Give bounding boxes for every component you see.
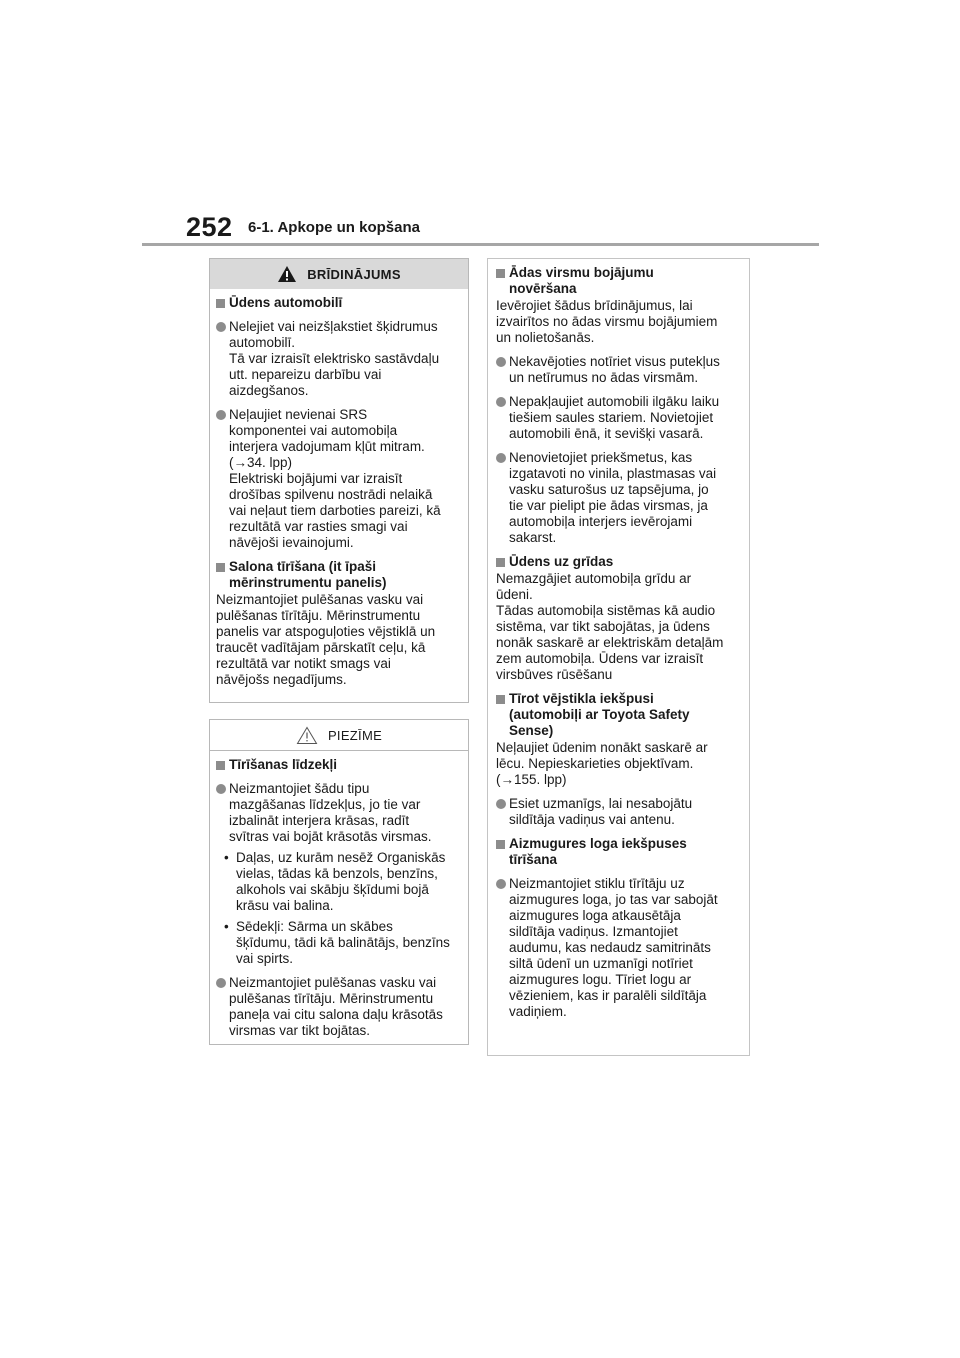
warning-box <box>209 258 469 703</box>
dash-bullet-icon: • <box>224 850 229 865</box>
square-bullet-icon <box>496 558 505 567</box>
section-paragraph: Nemazgājiet automobiļa grīdu ar ūdeni. Tādas automobiļa sistēmas kā audio sistēma, var tikt sabojātas, ja ūdens nonāk saskarē ar elektriskām detaļām zem automobiļa. Ūdens var izraisīt virsbūves rūsēšanu <box>496 571 724 682</box>
section-title: 6-1. Apkope un kopšana <box>248 219 420 236</box>
list-item <box>496 354 741 386</box>
round-bullet-icon <box>496 357 506 367</box>
list-item <box>216 781 462 845</box>
list-item <box>216 319 462 399</box>
section-heading-windshield <box>496 691 741 739</box>
warning-heading-interior <box>216 559 462 591</box>
bullet-text: Neļaujiet nevienai SRS komponentei vai automobiļa interjera vadojumam kļūt mitram. (→34. lpp) Elektriski bojājumi var izraisīt drošības spilvenu nostrādi nelaikā vai neļaut tiem darboties pareizi, kā rezultātā var rasties smagi vai nāvējoši ievainojumi. <box>229 407 441 550</box>
right-column <box>487 258 750 1056</box>
dash-text: Daļas, uz kurām nesēž Organiskās vielas, tādas kā benzols, benzīns, alkohols vai skābju šķīdumi bojā krāsu vai balina. <box>236 850 446 913</box>
bullet-text: Nepakļaujiet automobili ilgāku laiku tiešiem saules stariem. Novietojiet automobili ēnā, it sevišķi vasarā. <box>509 394 720 441</box>
heading-text: Aizmugures loga iekšpuses tīrīšana <box>509 836 687 867</box>
list-item <box>496 450 741 546</box>
dash-item <box>224 850 462 914</box>
notice-box-title: PIEZĪME <box>327 727 383 743</box>
square-bullet-icon <box>216 761 225 770</box>
bullet-text: Neizmantojiet pulēšanas vasku vai pulēšanas tīrītāju. Mērinstrumentu paneļa vai citu salona daļu krāsotās virsmas var tikt bojātas. <box>229 975 443 1038</box>
bullet-text: Nenovietojiet priekšmetus, kas izgatavoti no vinila, plastmasas vai vasku saturošus uz tapsējuma, jo tie var pielipt pie ādas virsmas, ja automobiļa interjers ievērojami sakarst. <box>509 450 717 545</box>
bullet-text: Nekavējoties notīriet visus putekļus un netīrumus no ādas virsmām. <box>509 354 720 385</box>
round-bullet-icon <box>216 410 226 420</box>
dash-text: Sēdekļi: Sārma un skābes šķīdumu, tādi kā balinātājs, benzīns vai spirts. <box>236 919 450 966</box>
notice-box <box>209 719 469 1045</box>
round-bullet-icon <box>496 453 506 463</box>
bullet-text: Esiet uzmanīgs, lai nesabojātu sildītāja vadiņus vai antenu. <box>509 796 693 827</box>
heading-text: Ūdens uz grīdas <box>509 554 614 569</box>
round-bullet-icon <box>216 784 226 794</box>
bullet-text: Neizmantojiet šādu tipu mazgāšanas līdzekļus, jo tie var izbalināt interjera krāsas, radīt svītras vai bojāt krāsotās virsmas. <box>229 781 432 844</box>
section-paragraph: Ievērojiet šādus brīdinājumus, lai izvairītos no ādas virsmu bojājumiem un nolietošanās. <box>496 298 718 345</box>
list-item <box>496 796 741 828</box>
section-heading-leather <box>496 265 741 297</box>
square-bullet-icon <box>496 269 505 278</box>
section-heading-floor-water <box>496 554 741 570</box>
heading-text: Ādas virsmu bojājumu novēršana <box>509 265 654 296</box>
warning-paragraph: Neizmantojiet pulēšanas vasku vai pulēšanas tīrītāju. Mērinstrumentu panelis var atspoguļoties vējstiklā un traucēt vadītājam pārskatīt ceļu, kā rezultātā var notikt smags vai nāvējošs negadījums. <box>216 592 436 687</box>
square-bullet-icon <box>496 840 505 849</box>
dash-item <box>224 919 462 967</box>
warning-box-title: BRĪDINĀJUMS <box>307 266 401 282</box>
list-item <box>496 394 741 442</box>
warning-box-header <box>210 259 468 289</box>
bullet-text: Nelejiet vai neizšļakstiet šķidrumus automobilī. Tā var izraisīt elektrisko sastāvdaļu utt. nepareizu darbību vai aizdegšanos. <box>229 319 440 398</box>
notice-heading <box>216 757 462 773</box>
round-bullet-icon <box>216 978 226 988</box>
dash-bullet-icon: • <box>224 919 229 934</box>
heading-text: Tīrot vējstikla iekšpusi (automobiļi ar Toyota Safety Sense) <box>509 691 690 738</box>
square-bullet-icon <box>216 299 225 308</box>
list-item <box>496 876 741 1020</box>
bullet-text: Neizmantojiet stiklu tīrītāju uz aizmugures loga, jo tas var sabojāt aizmugures loga atkausētāja sildītāja vadiņus. Izmantojiet audumu, kas nedaudz samitrināts siltā ūdenī un uzmanīgi notīriet aizmugures logu. Tīriet logu ar vēzieniem, kas ir paralēli sildītāja vadiņiem. <box>509 876 718 1019</box>
warning-heading-water <box>216 295 462 311</box>
notice-box-header <box>210 720 468 751</box>
page-number: 252 <box>186 212 233 242</box>
header-rule <box>142 243 819 246</box>
list-item <box>216 975 462 1039</box>
heading-text: Ūdens automobilī <box>229 295 343 310</box>
warning-triangle-icon <box>277 265 297 283</box>
heading-text: Tīrīšanas līdzekļi <box>229 757 338 772</box>
section-paragraph: Neļaujiet ūdenim nonākt saskarē ar lēcu. Nepieskarieties objektīvam. (→155. lpp) <box>496 740 708 787</box>
round-bullet-icon <box>496 879 506 889</box>
notice-triangle-icon <box>296 726 318 745</box>
heading-text: Salona tīrīšana (it īpaši mērinstrumentu panelis) <box>229 559 387 590</box>
section-heading-rear-window <box>496 836 741 868</box>
round-bullet-icon <box>216 322 226 332</box>
square-bullet-icon <box>496 695 505 704</box>
round-bullet-icon <box>496 799 506 809</box>
round-bullet-icon <box>496 397 506 407</box>
list-item <box>216 407 462 551</box>
square-bullet-icon <box>216 563 225 572</box>
